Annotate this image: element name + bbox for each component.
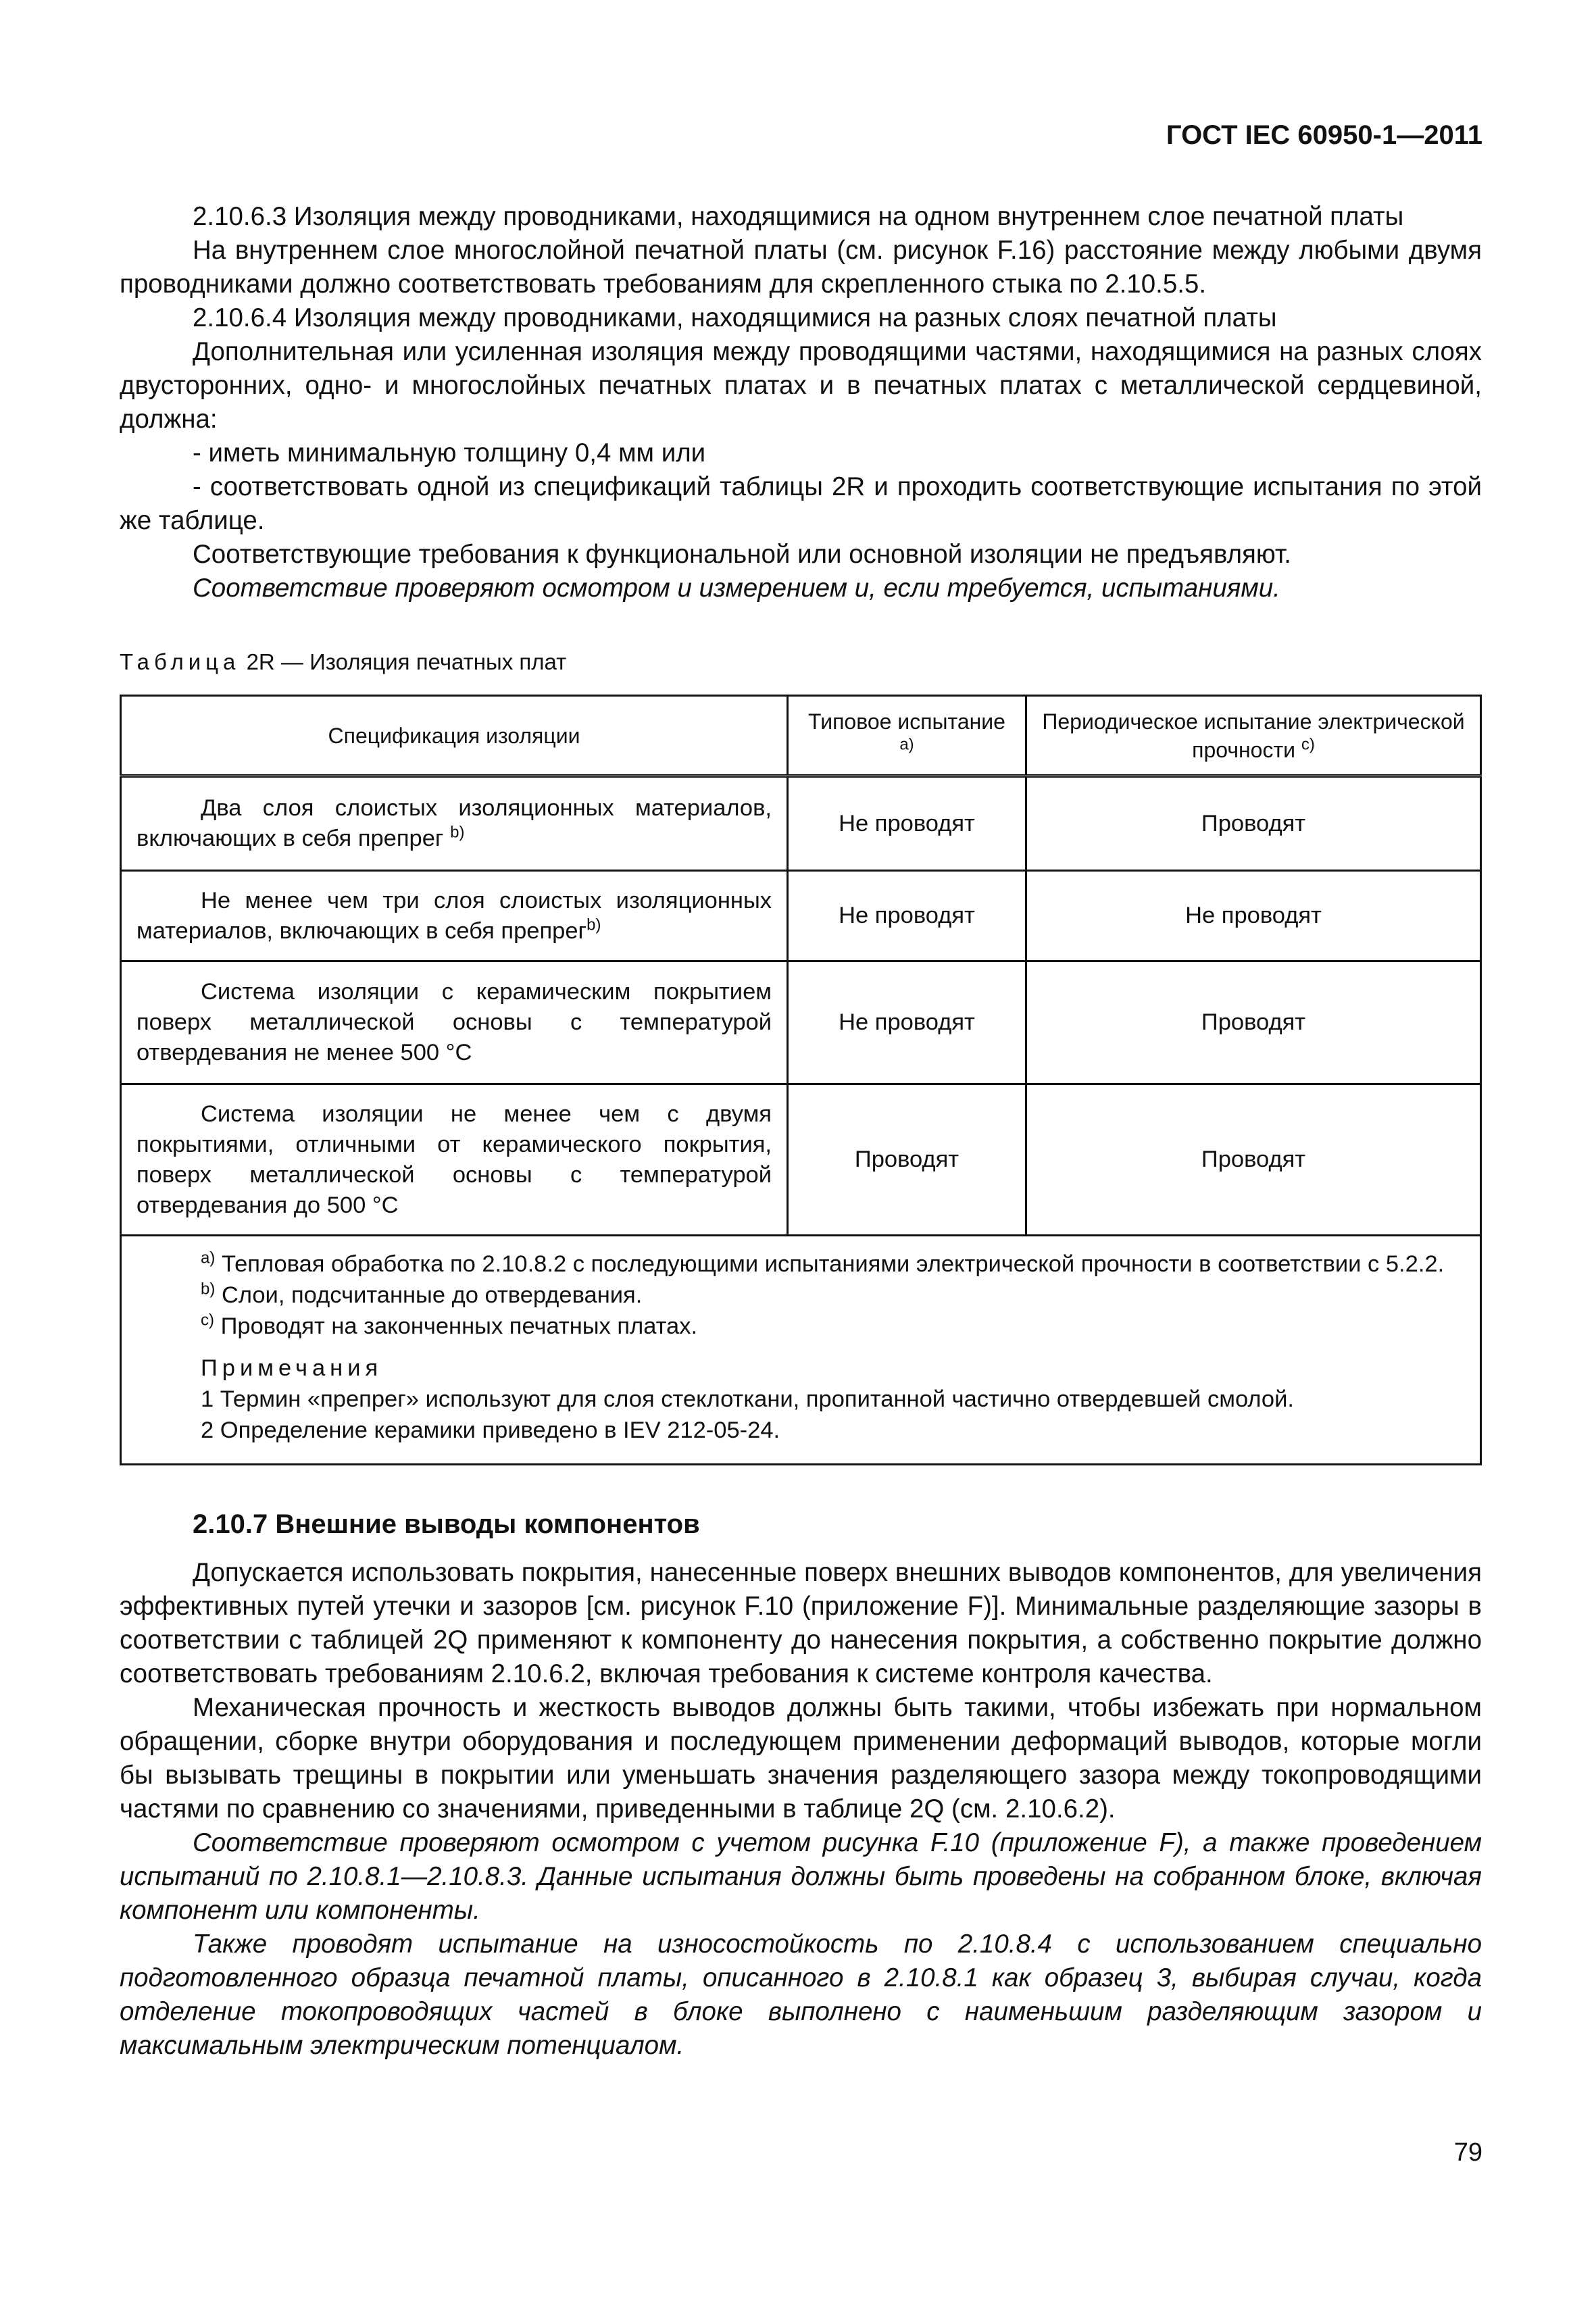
table-row	[121, 871, 1481, 961]
table-row	[121, 1084, 1481, 1236]
footnote-b: $^{b)}$ Слои, подсчитанные до отвердевания.	[201, 1280, 643, 1308]
paragraph: Механическая прочность и жесткость выводов должны быть такими, чтобы избежать при нормальном обращении, сборке внутри оборудования и последующем применении деформаций выводов, которые могли бы вызывать трещины в покрытии или уменьшать значения разделяющего зазора между токопроводящими частями по сравнению со значениями, приведенными в таблице 2Q (см. 2.10.6.2).	[120, 1693, 1482, 1823]
table-footnotes-row	[121, 1236, 1481, 1465]
section-heading: 2.10.7 Внешние выводы компонентов	[193, 1509, 700, 1539]
cell-periodic: Проводят	[1026, 1084, 1481, 1236]
header-periodic-test: Периодическое испытание электрической прочности $^{c)}$	[1026, 696, 1481, 776]
note-2: 2 Определение керамики приведено в IEV 212-05-24.	[201, 1417, 780, 1443]
table-row	[121, 776, 1481, 871]
clause-2-10-6-3-title: 2.10.6.3 Изоляция между проводниками, находящимися на одном внутреннем слое печатной платы	[193, 202, 1404, 231]
table-caption-text: 2R — Изоляция печатных плат	[246, 649, 567, 674]
footnote-c: $^{c)}$ Проводят на законченных печатных платах.	[201, 1311, 698, 1339]
table-row	[121, 961, 1481, 1084]
compliance-statement: Также проводят испытание на износостойкость по 2.10.8.4 с использованием специально подготовленного образца печатной платы, описанного в 2.10.8.1 как образец 3, выбирая случаи, когда отделение токопроводящих частей в блоке выполнено с наименьшим разделяющим зазором и максимальным электрическим потенциалом.	[120, 1930, 1482, 2060]
cell-periodic: Не проводят	[1026, 871, 1481, 961]
cell-type-test: Проводят	[788, 1084, 1026, 1236]
table-footnotes	[121, 1236, 1481, 1465]
header-type-test: Типовое испытание $^{a)}$	[788, 696, 1026, 776]
paragraph: Дополнительная или усиленная изоляция между проводящими частями, находящимися на разных слоях двусторонних, одно- и многослойных печатных платах и в печатных платах с металлической сердцевиной, должна:	[120, 337, 1482, 434]
footnote-a: $^{a)}$ Тепловая обработка по 2.10.8.2 с последующими испытаниями электрической прочности в соответствии с 5.2.2.	[201, 1249, 1445, 1277]
note-1: 1 Термин «препрег» используют для слоя стеклоткани, пропитанной частично отвердевшей смолой.	[201, 1386, 1294, 1412]
table-caption	[120, 647, 1482, 677]
table-caption-label: Таблица	[120, 649, 241, 674]
notes-title: Примечания	[201, 1355, 383, 1381]
paragraph: Соответствующие требования к функциональной или основной изоляции не предъявляют.	[193, 540, 1291, 569]
document-header: ГОСТ IEC 60950-1—2011	[1166, 120, 1482, 150]
cell-spec: Не менее чем три слоя слоистых изоляционных материалов, включающих в себя препрег$^{b)}$	[121, 871, 788, 961]
clause-2-10-6-4-title: 2.10.6.4 Изоляция между проводниками, находящимися на разных слоях печатной платы	[193, 303, 1277, 332]
compliance-statement: Соответствие проверяют осмотром с учетом рисунка F.10 (приложение F), а также проведением испытаний по 2.10.8.1—2.10.8.3. Данные испытания должны быть проведены на собранном блоке, включая компонент или компоненты.	[120, 1828, 1482, 1925]
insulation-table	[120, 695, 1482, 1465]
cell-spec: Система изоляции с керамическим покрытием поверх металлической основы с температурой отвердевания не менее 500 °С	[121, 961, 788, 1084]
cell-spec: Система изоляции не менее чем с двумя покрытиями, отличными от керамического покрытия, поверх металлической основы с температурой отвердевания до 500 °С	[121, 1084, 788, 1236]
cell-periodic: Проводят	[1026, 961, 1481, 1084]
page-content	[120, 200, 1482, 2063]
paragraph: Допускается использовать покрытия, нанесенные поверх внешних выводов компонентов, для увеличения эффективных путей утечки и зазоров [см. рисунок F.10 (приложение F)]. Минимальные разделяющие зазоры в соответствии с таблицей 2Q применяют к компоненту до нанесения покрытия, а собственно покрытие должно соответствовать требованиям 2.10.6.2, включая требования к системе контроля качества.	[120, 1558, 1482, 1688]
list-item: - иметь минимальную толщину 0,4 мм или	[193, 438, 706, 468]
paragraph: На внутреннем слое многослойной печатной платы (см. рисунок F.16) расстояние между любыми двумя проводниками должно соответствовать требованиям для скрепленного стыка по 2.10.5.5.	[120, 236, 1482, 299]
page-number: 79	[1453, 2138, 1482, 2167]
cell-spec: Два слоя слоистых изоляционных материалов, включающих в себя препрег $^{b)}$	[121, 776, 788, 871]
header-spec: Спецификация изоляции	[121, 696, 788, 776]
cell-type-test: Не проводят	[788, 776, 1026, 871]
list-item: - соответствовать одной из спецификаций таблицы 2R и проходить соответствующие испытания по этой же таблице.	[120, 472, 1482, 535]
compliance-statement: Соответствие проверяют осмотром и измерением и, если требуется, испытаниями.	[193, 574, 1280, 603]
cell-periodic: Проводят	[1026, 776, 1481, 871]
cell-type-test: Не проводят	[788, 871, 1026, 961]
cell-type-test: Не проводят	[788, 961, 1026, 1084]
table-header-row	[121, 696, 1481, 776]
